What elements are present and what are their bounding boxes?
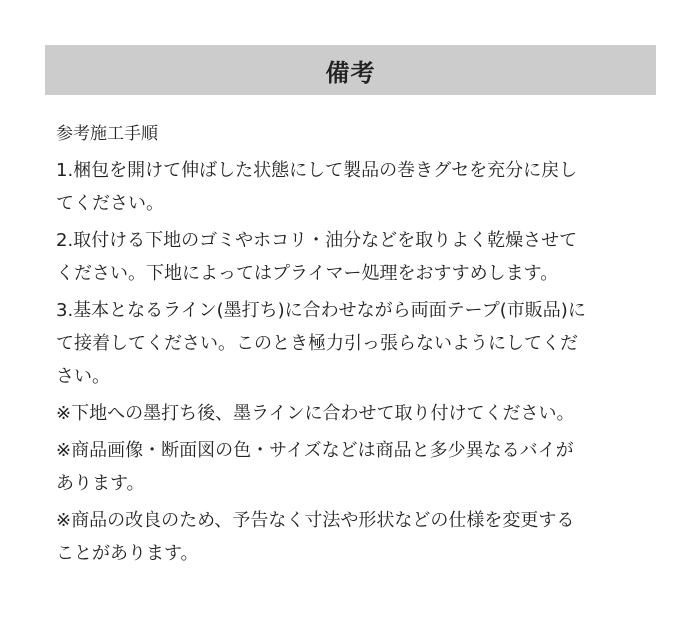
note-paragraph-6 — [56, 504, 646, 570]
note-paragraph-4 — [56, 397, 646, 430]
note-line: あります。 — [56, 473, 145, 494]
note-line: ※下地への墨打ち後、墨ラインに合わせて取り付けてください。 — [56, 403, 575, 424]
note-line: さい。 — [56, 366, 110, 387]
note-line: ※商品の改良のため、予告なく寸法や形状などの仕様を変更する — [56, 510, 575, 531]
notes-content — [56, 118, 646, 574]
note-line: 1.梱包を開けて伸ばした状態にして製品の巻きグセを充分に戻し — [56, 160, 578, 181]
note-paragraph-5 — [56, 434, 646, 500]
note-line: ことがあります。 — [56, 543, 199, 564]
note-line: てください。 — [56, 193, 164, 214]
section-subtitle: 参考施工手順 — [56, 124, 158, 144]
page-title: 備考 — [325, 58, 376, 87]
note-line: ※商品画像・断面図の色・サイズなどは商品と多少異なるバイが — [56, 440, 574, 461]
note-paragraph-3 — [56, 294, 646, 393]
note-line: 3.基本となるライン(墨打ち)に合わせながら両面テープ(市販品)に — [56, 300, 586, 321]
note-paragraph-2 — [56, 224, 646, 290]
header-bar — [45, 45, 656, 95]
note-line: 2.取付ける下地のゴミやホコリ・油分などを取りよく乾燥させて — [56, 230, 578, 251]
note-paragraph-1 — [56, 154, 646, 220]
note-line: ください。下地によってはプライマー処理をおすすめします。 — [56, 263, 559, 284]
note-line: て接着してください。このとき極力引っ張らないようにしてくだ — [56, 333, 578, 354]
